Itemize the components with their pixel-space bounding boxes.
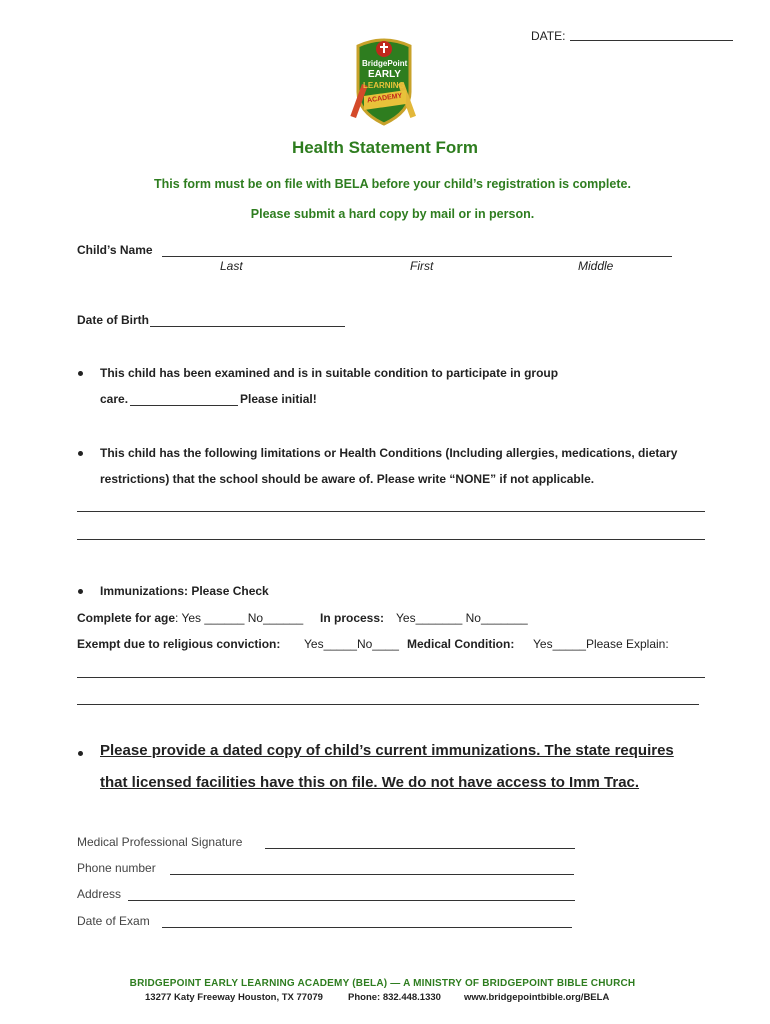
exempt-options[interactable]: Yes_____No____ [304,637,399,651]
footer-address: 13277 Katy Freeway Houston, TX 77079 [145,992,323,1003]
child-name-last: Last [220,259,243,273]
phone-label: Phone number [77,861,156,875]
page-title: Health Statement Form [291,138,479,157]
limitations-line1: This child has the following limitations or Health Conditions (Including allergies, medications, dietary [100,446,678,460]
child-name-middle: Middle [578,259,614,273]
complete-row [77,611,303,625]
examined-care: care. [100,392,129,406]
examined-initial-line[interactable] [130,405,238,406]
phone-line[interactable] [170,874,574,875]
date-line[interactable] [570,40,733,41]
explain-write-line-1[interactable] [77,677,705,678]
bullet-immunizations [78,589,83,594]
examined-please-initial: Please initial! [240,392,317,406]
child-name-label: Child’s Name [77,243,153,257]
immunizations-heading: Immunizations: Please Check [100,584,269,598]
limitations-write-line-2[interactable] [77,539,705,540]
bullet-notice [78,751,83,756]
footer-phone: Phone: 832.448.1330 [348,992,441,1003]
complete-options[interactable]: : Yes ______ No______ [175,611,304,625]
bullet-examined [78,371,83,376]
examined-line1: This child has been examined and is in suitable condition to participate in group [100,366,559,380]
explain-write-line-2[interactable] [77,704,699,705]
footer-org: BRIDGEPOINT EARLY LEARNING ACADEMY (BELA) — A MINISTRY OF BRIDGEPOINT BIBLE CHURCH [129,978,636,989]
limitations-write-line-1[interactable] [77,511,705,512]
inprocess-label: In process: [320,611,385,625]
logo [348,32,420,128]
logo-line1-text: EARLY [368,69,401,80]
logo-line3-text: ACADEMY [366,92,403,105]
logo-line2-text: LEARNING [363,81,405,90]
complete-label: Complete for age [77,611,176,625]
exempt-label: Exempt due to religious conviction: [77,637,281,651]
logo-brand-text: BridgePoint [362,59,408,68]
notice-line1: Please provide a dated copy of child’s current immunizations. The state requires [100,742,674,759]
address-label: Address [77,887,122,901]
child-name-line[interactable] [162,256,672,257]
medical-label: Medical Condition: [407,637,515,651]
bullet-limitations [78,451,83,456]
address-line[interactable] [128,900,575,901]
medical-options[interactable]: Yes_____Please Explain: [533,637,669,651]
limitations-line2: restrictions) that the school should be aware of. Please write “NONE” if not applicable. [100,472,595,486]
date-label: DATE: [531,29,566,43]
dob-label: Date of Birth [77,313,149,327]
footer-web[interactable]: www.bridgepointbible.org/BELA [464,992,610,1003]
signature-label: Medical Professional Signature [77,835,243,849]
subtitle-registration: This form must be on file with BELA before your child’s registration is complete. [154,177,631,191]
exam-date-label: Date of Exam [77,914,150,928]
subtitle-submit: Please submit a hard copy by mail or in person. [250,207,535,221]
child-name-first: First [410,259,434,273]
dob-line[interactable] [150,326,345,327]
inprocess-options[interactable]: Yes_______ No_______ [396,611,528,625]
notice-line2: that licensed facilities have this on file. We do not have access to Imm Trac. [100,774,640,791]
exam-date-line[interactable] [162,927,572,928]
signature-line[interactable] [265,848,575,849]
